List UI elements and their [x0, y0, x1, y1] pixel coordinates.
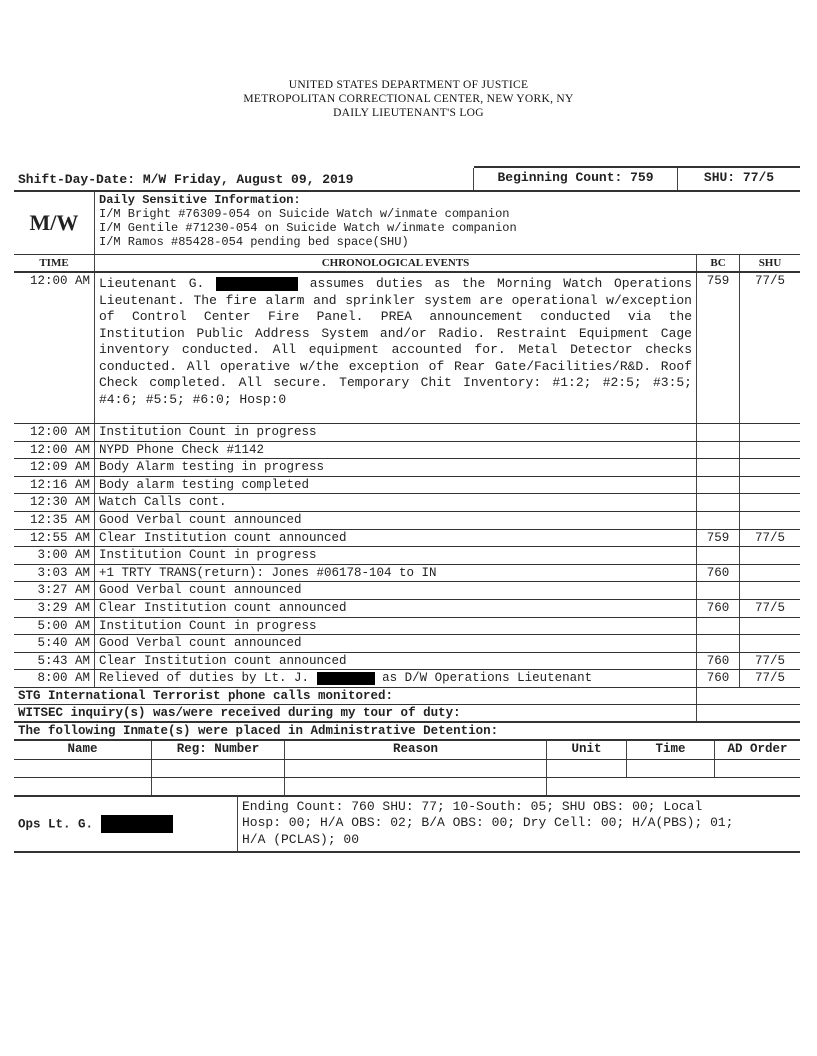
- log-entry: [14, 459, 800, 477]
- entry-event: [95, 600, 697, 617]
- entry-text: Institution Count in progress: [99, 618, 317, 633]
- log-entry: [14, 512, 800, 530]
- entry-event: [95, 512, 697, 529]
- admin-header-time: Time: [627, 741, 715, 759]
- entry-event: [95, 635, 697, 652]
- redaction: [216, 277, 298, 291]
- entry-time: 3:00 AM: [14, 547, 95, 564]
- entry-shu: [740, 618, 800, 635]
- entry-shu: 77/5: [754, 671, 785, 686]
- entry-shu: [740, 565, 800, 582]
- witsec-row: [14, 705, 800, 723]
- entry-bc: [697, 512, 740, 529]
- admin-title-row: [14, 723, 800, 741]
- entry-event: [95, 424, 697, 441]
- entry-text: Watch Calls cont.: [99, 495, 227, 510]
- entry-event: [95, 547, 697, 564]
- entry-bc: 759: [697, 530, 740, 547]
- beginning-count: Beginning Count: 759: [474, 168, 678, 190]
- entry-shu: [740, 459, 800, 476]
- entry-shu: 77/5: [754, 600, 785, 615]
- entry-event: [95, 670, 697, 687]
- log-entry: [14, 670, 800, 688]
- column-headers: [14, 255, 800, 273]
- bc-header: BC: [697, 255, 740, 271]
- shift-day-date: Shift-Day-Date: M/W Friday, August 09, 2019: [14, 168, 474, 190]
- entry-time: 3:27 AM: [14, 582, 95, 599]
- entry-text: +1 TRTY TRANS(return): Jones #06178-104 to IN: [99, 565, 437, 580]
- entry-time: 12:00 AM: [14, 424, 95, 441]
- entry-shu: [740, 582, 800, 599]
- entry-bc: [697, 424, 740, 441]
- entry-text: Relieved of duties by Lt. J.: [99, 671, 310, 686]
- header-line-3: DAILY LIEUTENANT'S LOG: [333, 107, 484, 119]
- shift-label: M/W: [14, 192, 95, 254]
- entry-text-a: Lieutenant G.: [99, 276, 205, 291]
- witsec-text: WITSEC inquiry(s) was/were received during my tour of duty:: [14, 705, 697, 721]
- admin-header-row: [14, 741, 800, 760]
- entry-event: [95, 442, 697, 459]
- entry-time: 5:40 AM: [14, 635, 95, 652]
- entry-bc: [697, 494, 740, 511]
- shu-header: SHU: [758, 257, 782, 269]
- admin-row: [14, 778, 800, 797]
- entry-shu: [740, 424, 800, 441]
- time-header: TIME: [14, 255, 95, 271]
- events-header: CHRONOLOGICAL EVENTS: [95, 255, 697, 271]
- entry-event: [95, 618, 697, 635]
- entry-time: 12:16 AM: [14, 477, 95, 494]
- entry-bc: [697, 442, 740, 459]
- redaction: [101, 815, 173, 833]
- entry-text: Good Verbal count announced: [99, 512, 302, 527]
- entry-text: Good Verbal count announced: [99, 583, 302, 598]
- entry-shu: 77/5: [754, 653, 785, 668]
- log-entry: [14, 618, 800, 636]
- log-entry: [14, 582, 800, 600]
- entry-time: 5:43 AM: [14, 653, 95, 670]
- entry-event: [95, 530, 697, 547]
- entry-shu: [740, 635, 800, 652]
- sensitive-line: I/M Bright #76309-054 on Suicide Watch w/inmate companion: [99, 207, 510, 221]
- signature: [14, 797, 238, 851]
- entry-time: 8:00 AM: [14, 670, 95, 687]
- admin-header-reg: Reg: Number: [152, 741, 285, 759]
- stg-text: STG International Terrorist phone calls monitored:: [14, 688, 697, 704]
- entry-shu: [740, 494, 800, 511]
- entry-shu: 77/5: [754, 530, 785, 545]
- entry-event: [95, 653, 697, 670]
- entry-text: Clear Institution count announced: [99, 653, 347, 668]
- entry-time: 12:09 AM: [14, 459, 95, 476]
- stg-row: [14, 688, 800, 705]
- header-line-2: METROPOLITAN CORRECTIONAL CENTER, NEW YORK, NY: [243, 93, 574, 105]
- entry-time: 12:00 AM: [14, 273, 95, 423]
- signature-label: Ops Lt. G.: [18, 817, 94, 832]
- entry-bc: 760: [697, 565, 740, 582]
- entry-event: [95, 565, 697, 582]
- log-entries: [14, 424, 800, 688]
- log-entry: [14, 477, 800, 495]
- lieutenant-log-form: [14, 166, 800, 853]
- entry-shu: [740, 477, 800, 494]
- footer-row: [14, 797, 800, 853]
- shu-count: SHU: 77/5: [703, 170, 775, 185]
- log-entry: [14, 547, 800, 565]
- log-entry: [14, 530, 800, 548]
- ending-count: Ending Count: 760 SHU: 77; 10-South: 05; SHU OBS: 00; Local Hosp: 00; H/A OBS: 02; B/A OBS: 00; Dry Cell: 00; H/A(PBS); 01; H/A (PCLAS); 00: [242, 798, 734, 847]
- entry-bc: 760: [697, 670, 740, 687]
- entry-text: [95, 273, 697, 423]
- entry-text: Clear Institution count announced: [99, 600, 347, 615]
- entry-bc: [697, 635, 740, 652]
- entry-shu: [740, 512, 800, 529]
- entry-text: Body alarm testing completed: [99, 477, 310, 492]
- entry-shu: 77/5: [754, 274, 785, 288]
- entry-shu: [740, 547, 800, 564]
- entry-time: 5:00 AM: [14, 618, 95, 635]
- document-header: [0, 78, 817, 120]
- log-entry: [14, 494, 800, 512]
- sensitive-line: I/M Gentile #71230-054 on Suicide Watch w/inmate companion: [99, 221, 517, 235]
- entry-shu: [740, 442, 800, 459]
- sensitive-info: [14, 192, 800, 255]
- admin-row: [14, 760, 800, 778]
- entry-time: 3:03 AM: [14, 565, 95, 582]
- entry-time: 3:29 AM: [14, 600, 95, 617]
- admin-header-reason: Reason: [285, 741, 547, 759]
- entry-bc: 760: [697, 600, 740, 617]
- entry-text: Institution Count in progress: [99, 425, 317, 439]
- entry-bc: [697, 582, 740, 599]
- entry-time: 12:30 AM: [14, 494, 95, 511]
- entry-bc: [697, 618, 740, 635]
- redaction: [317, 672, 375, 685]
- entry-event: [95, 494, 697, 511]
- entry-time: 12:55 AM: [14, 530, 95, 547]
- entry-event: [95, 582, 697, 599]
- entry-bc: [697, 477, 740, 494]
- entry-text: Institution Count in progress: [99, 548, 317, 563]
- entry-time: 12:35 AM: [14, 512, 95, 529]
- entry-event: [95, 459, 697, 476]
- admin-title: The following Inmate(s) were placed in Administrative Detention:: [18, 723, 499, 738]
- entry-text: Body Alarm testing in progress: [99, 460, 325, 475]
- admin-header-unit: Unit: [547, 741, 627, 759]
- entry-text: NYPD Phone Check #1142: [99, 442, 265, 457]
- entry-text-b: as D/W Operations Lieutenant: [382, 671, 593, 686]
- entry-text: Good Verbal count announced: [99, 636, 302, 651]
- sensitive-line: I/M Ramos #85428-054 pending bed space(SHU): [99, 235, 409, 249]
- sensitive-title: Daily Sensitive Information:: [99, 193, 301, 207]
- log-entry-first: [14, 273, 800, 424]
- entry-bc: [697, 547, 740, 564]
- entry-text: Clear Institution count announced: [99, 530, 347, 545]
- entry-event: [95, 477, 697, 494]
- log-entry: [14, 600, 800, 618]
- entry-bc: 760: [697, 653, 740, 670]
- header-line-1: UNITED STATES DEPARTMENT OF JUSTICE: [288, 79, 529, 91]
- admin-header-name: Name: [14, 741, 152, 759]
- entry-bc: 759: [697, 273, 740, 423]
- entry-time: 12:00 AM: [14, 442, 95, 459]
- admin-header-ad-order: AD Order: [727, 741, 788, 756]
- entry-text-b: assumes duties as the Morning Watch Operations Lieutenant. The fire alarm and sprinkler system are operational w/exception of Control Center Fire Panel. PREA announcement conducted via the Institution Public Address System and/or Radio. Restraint Equipment Cage inventory conducted. All equipment accounted for. Metal Detector checks conducted. All operative w/the exception of Rear Gate/Facilities/R&D. Roof Check completed. All secure. Temporary Chit Inventory: #1:2; #2:5; #3:5; #4:6; #5:5; #6:0; Hosp:0: [99, 276, 692, 407]
- log-entry: [14, 653, 800, 671]
- log-entry: [14, 424, 800, 442]
- entry-bc: [697, 459, 740, 476]
- log-entry: [14, 565, 800, 583]
- log-entry: [14, 442, 800, 460]
- shift-row: [14, 168, 800, 192]
- log-entry: [14, 635, 800, 653]
